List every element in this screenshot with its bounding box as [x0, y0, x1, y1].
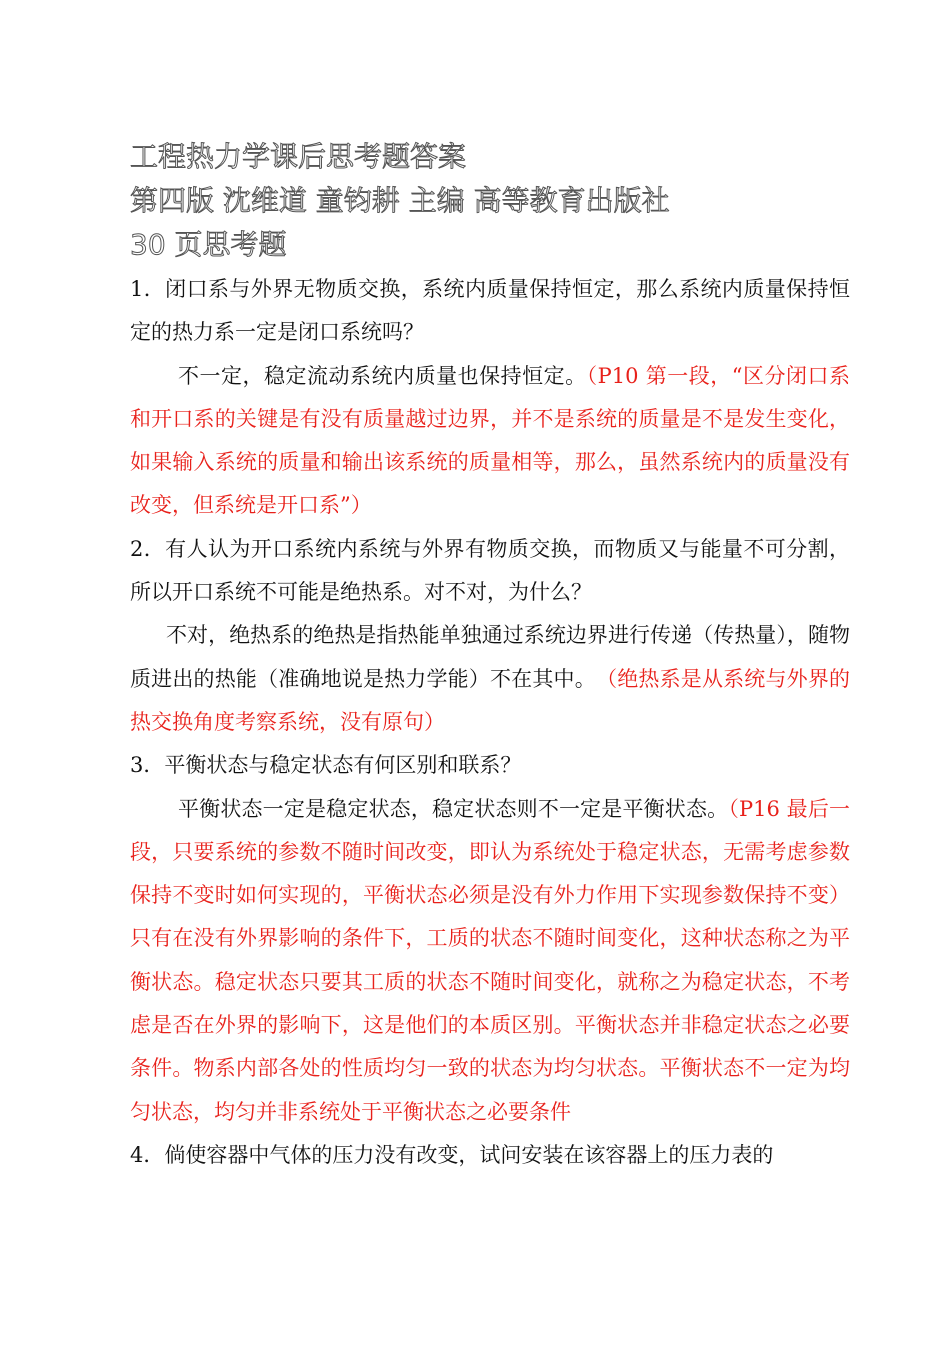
- question-4: 4．倘使容器中气体的压力没有改变，试问安装在该容器上的压力表的: [130, 1142, 774, 1167]
- answer-3: [130, 788, 850, 1134]
- edition-info: 第四版 沈维道 童钧耕 主编 高等教育出版社: [130, 184, 670, 217]
- answer-1-note: （P10 第一段，“区分闭口系和开口系的关键是有没有质量越过边界，并不是系统的质量是不是发生变化，如果输入系统的质量和输出该系统的质量相等，那么，虽然系统内的质量没有改变，但系统是开口系”）: [130, 363, 851, 518]
- answer-3-text: 平衡状态一定是稳定状态，稳定状态则不一定是平衡状态。: [178, 796, 729, 821]
- question-3: 3．平衡状态与稳定状态有何区别和联系？: [130, 753, 522, 778]
- answer-3-note: （P16 最后一段，只要系统的参数不随时间改变，即认为系统处于稳定状态，无需考虑参数保持不变时如何实现的，平衡状态必须是没有外力作用下实现参数保持不变）只有在没有外界影响的条件下，工质的状态不随时间变化，这种状态称之为平衡状态。稳定状态只要其工质的状态不随时间变化，就称之为稳定状态，不考虑是否在外界的影响下，这是他们的本质区别。平衡状态并非稳定状态之必要条件。物系内部各处的性质均匀一致的状态为均匀状态。平衡状态不一定为均匀状态，均匀并非系统处于平衡状态之必要条件: [130, 796, 851, 1124]
- answer-1-text: 不一定，稳定流动系统内质量也保持恒定。: [178, 363, 587, 388]
- answer-2: [130, 614, 850, 744]
- section-title: 30 页思考题: [130, 228, 287, 261]
- question-2: 2．有人认为开口系统内系统与外界有物质交换，而物质又与能量不可分割，所以开口系统不可能是绝热系。对不对，为什么？: [130, 536, 850, 605]
- answer-1: [130, 355, 850, 528]
- document-body: [130, 268, 850, 1177]
- answer-2-note: （绝热系是从系统与外界的热交换角度考察系统，没有原句）: [130, 666, 851, 734]
- question-1: 1．闭口系与外界无物质交换，系统内质量保持恒定，那么系统内质量保持恒定的热力系一定是闭口系统吗？: [130, 277, 850, 345]
- document-title: 工程热力学课后思考题答案: [130, 140, 467, 173]
- answer-2-text: 不对，绝热系的绝热是指热能单独通过系统边界进行传递（传热量），随物质进出的热能（准确地说是热力学能）不在其中。: [130, 623, 850, 691]
